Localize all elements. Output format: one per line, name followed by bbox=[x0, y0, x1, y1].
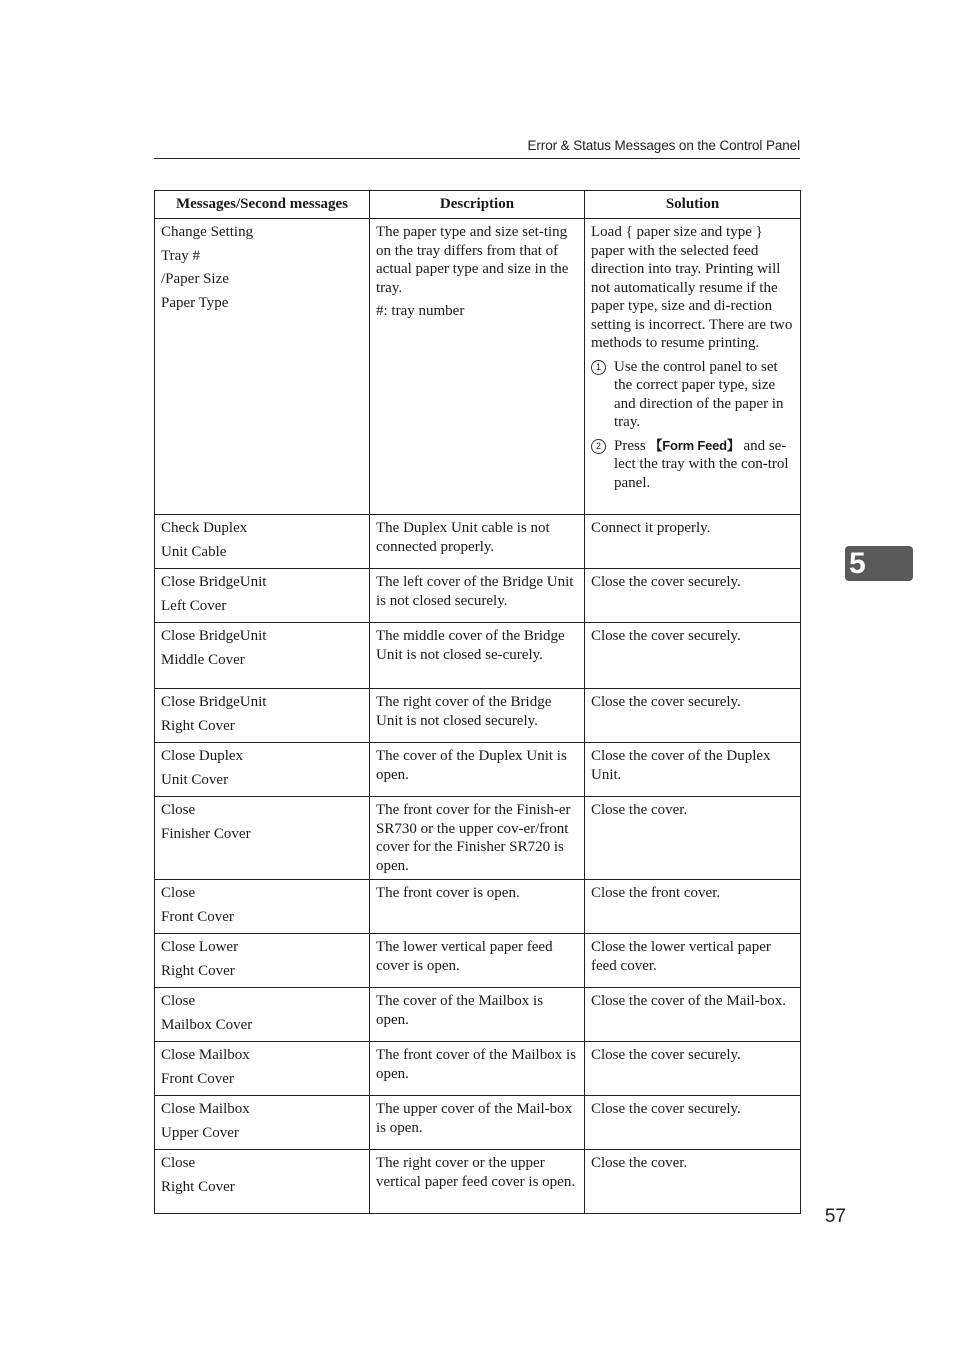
solution-cell: Close the cover of the Mail-box. bbox=[585, 988, 801, 1042]
description-cell: The right cover or the upper vertical paper feed cover is open. bbox=[370, 1150, 585, 1214]
step-item bbox=[591, 437, 794, 493]
message-line: Tray # bbox=[161, 247, 201, 264]
message-cell bbox=[155, 1042, 370, 1096]
chapter-number: 5 bbox=[849, 547, 866, 580]
message-cell bbox=[155, 934, 370, 988]
message-line: Right Cover bbox=[161, 962, 235, 979]
messages-table bbox=[154, 190, 801, 1214]
step-number-icon: 2 bbox=[591, 439, 606, 454]
message-line: Left Cover bbox=[161, 597, 227, 614]
form-feed-key-label: 【Form Feed】 bbox=[649, 437, 740, 453]
step-text-pre: Press bbox=[614, 437, 650, 454]
page-number: 57 bbox=[824, 1206, 846, 1227]
step-text-post: and se-lect the tray with the con-trol panel. bbox=[614, 437, 789, 491]
table-row bbox=[155, 515, 801, 569]
solution-cell: Close the lower vertical paper feed cover. bbox=[585, 934, 801, 988]
message-line: Close BridgeUnit bbox=[161, 694, 267, 710]
table-row bbox=[155, 569, 801, 623]
solution-cell: Close the cover. bbox=[585, 1150, 801, 1214]
description-cell: The lower vertical paper feed cover is open. bbox=[370, 934, 585, 988]
solution-cell: Close the cover securely. bbox=[585, 569, 801, 623]
table-row bbox=[155, 689, 801, 743]
step-item bbox=[591, 358, 794, 432]
description-cell: The upper cover of the Mail-box is open. bbox=[370, 1096, 585, 1150]
description-cell: The cover of the Mailbox is open. bbox=[370, 988, 585, 1042]
message-line: Close Mailbox bbox=[161, 1101, 250, 1117]
message-cell bbox=[155, 689, 370, 743]
message-line: Unit Cover bbox=[161, 771, 229, 788]
message-line: Close bbox=[161, 1155, 196, 1171]
solution-steps bbox=[591, 358, 794, 493]
table-row bbox=[155, 797, 801, 880]
table-row bbox=[155, 623, 801, 689]
message-cell bbox=[155, 569, 370, 623]
step-number-icon: 1 bbox=[591, 360, 606, 375]
table-header-row bbox=[155, 191, 801, 219]
description-cell: The front cover is open. bbox=[370, 880, 585, 934]
message-cell bbox=[155, 515, 370, 569]
table-row bbox=[155, 934, 801, 988]
message-line: Close bbox=[161, 993, 196, 1009]
message-cell bbox=[155, 743, 370, 797]
message-line: Close Duplex bbox=[161, 748, 244, 764]
solution-cell: Close the cover of the Duplex Unit. bbox=[585, 743, 801, 797]
message-line: Upper Cover bbox=[161, 1124, 239, 1141]
solution-cell: Close the cover. bbox=[585, 797, 801, 880]
solution-cell: Close the front cover. bbox=[585, 880, 801, 934]
message-cell bbox=[155, 219, 370, 515]
message-line: Finisher Cover bbox=[161, 825, 251, 842]
message-line: Close Mailbox bbox=[161, 1047, 250, 1063]
message-cell bbox=[155, 1096, 370, 1150]
message-cell bbox=[155, 797, 370, 880]
message-cell bbox=[155, 988, 370, 1042]
message-line: Paper Type bbox=[161, 294, 229, 311]
table-row bbox=[155, 743, 801, 797]
message-line: Close bbox=[161, 802, 196, 818]
solution-cell: Close the cover securely. bbox=[585, 689, 801, 743]
message-line: Middle Cover bbox=[161, 651, 245, 668]
message-line: Close BridgeUnit bbox=[161, 628, 267, 644]
solution-cell bbox=[585, 219, 801, 515]
description-note: #: tray number bbox=[376, 303, 465, 319]
running-title: Error & Status Messages on the Control Panel bbox=[527, 138, 800, 153]
solution-text: Load { paper size and type } paper with the selected feed direction into tray. Printing will not automatically resume if the paper type, size and di-rection setting is incorrect. There are two methods to resume printing. bbox=[591, 224, 793, 351]
description-cell: The right cover of the Bridge Unit is not closed securely. bbox=[370, 689, 585, 743]
table-row bbox=[155, 219, 801, 515]
solution-cell: Close the cover securely. bbox=[585, 1042, 801, 1096]
message-line: Mailbox Cover bbox=[161, 1016, 253, 1033]
solution-cell: Close the cover securely. bbox=[585, 1096, 801, 1150]
table-row bbox=[155, 1150, 801, 1214]
description-cell: The front cover for the Finish-er SR730 or the upper cov-er/front cover for the Finisher SR720 is open. bbox=[370, 797, 585, 880]
message-line: Right Cover bbox=[161, 1178, 235, 1195]
message-line: Change Setting bbox=[161, 224, 254, 240]
step-text: Use the control panel to set the correct paper type, size and direction of the paper in tray. bbox=[614, 358, 784, 430]
description-cell: The Duplex Unit cable is not connected properly. bbox=[370, 515, 585, 569]
message-line: Close bbox=[161, 885, 196, 901]
description-cell: The front cover of the Mailbox is open. bbox=[370, 1042, 585, 1096]
column-header-messages: Messages/Second messages bbox=[155, 191, 370, 219]
message-line: /Paper Size bbox=[161, 271, 229, 287]
description-cell: The middle cover of the Bridge Unit is not closed se-curely. bbox=[370, 623, 585, 689]
solution-cell: Close the cover securely. bbox=[585, 623, 801, 689]
chapter-tab bbox=[845, 546, 913, 581]
message-line: Close Lower bbox=[161, 939, 239, 955]
message-line: Front Cover bbox=[161, 1070, 234, 1087]
message-line: Close BridgeUnit bbox=[161, 574, 267, 590]
description-cell: The left cover of the Bridge Unit is not closed securely. bbox=[370, 569, 585, 623]
table-row bbox=[155, 1042, 801, 1096]
message-line: Check Duplex bbox=[161, 520, 248, 536]
message-cell bbox=[155, 1150, 370, 1214]
column-header-description: Description bbox=[370, 191, 585, 219]
table-row bbox=[155, 1096, 801, 1150]
header-rule bbox=[154, 158, 800, 159]
description-cell: The cover of the Duplex Unit is open. bbox=[370, 743, 585, 797]
table-row bbox=[155, 988, 801, 1042]
description-text: The paper type and size set-ting on the tray differs from that of actual paper type and size in the tray. bbox=[376, 224, 569, 296]
column-header-solution: Solution bbox=[585, 191, 801, 219]
message-line: Right Cover bbox=[161, 717, 235, 734]
message-line: Front Cover bbox=[161, 908, 234, 925]
table-row bbox=[155, 880, 801, 934]
message-cell bbox=[155, 623, 370, 689]
solution-cell: Connect it properly. bbox=[585, 515, 801, 569]
message-line: Unit Cable bbox=[161, 543, 227, 560]
description-cell bbox=[370, 219, 585, 515]
message-cell bbox=[155, 880, 370, 934]
